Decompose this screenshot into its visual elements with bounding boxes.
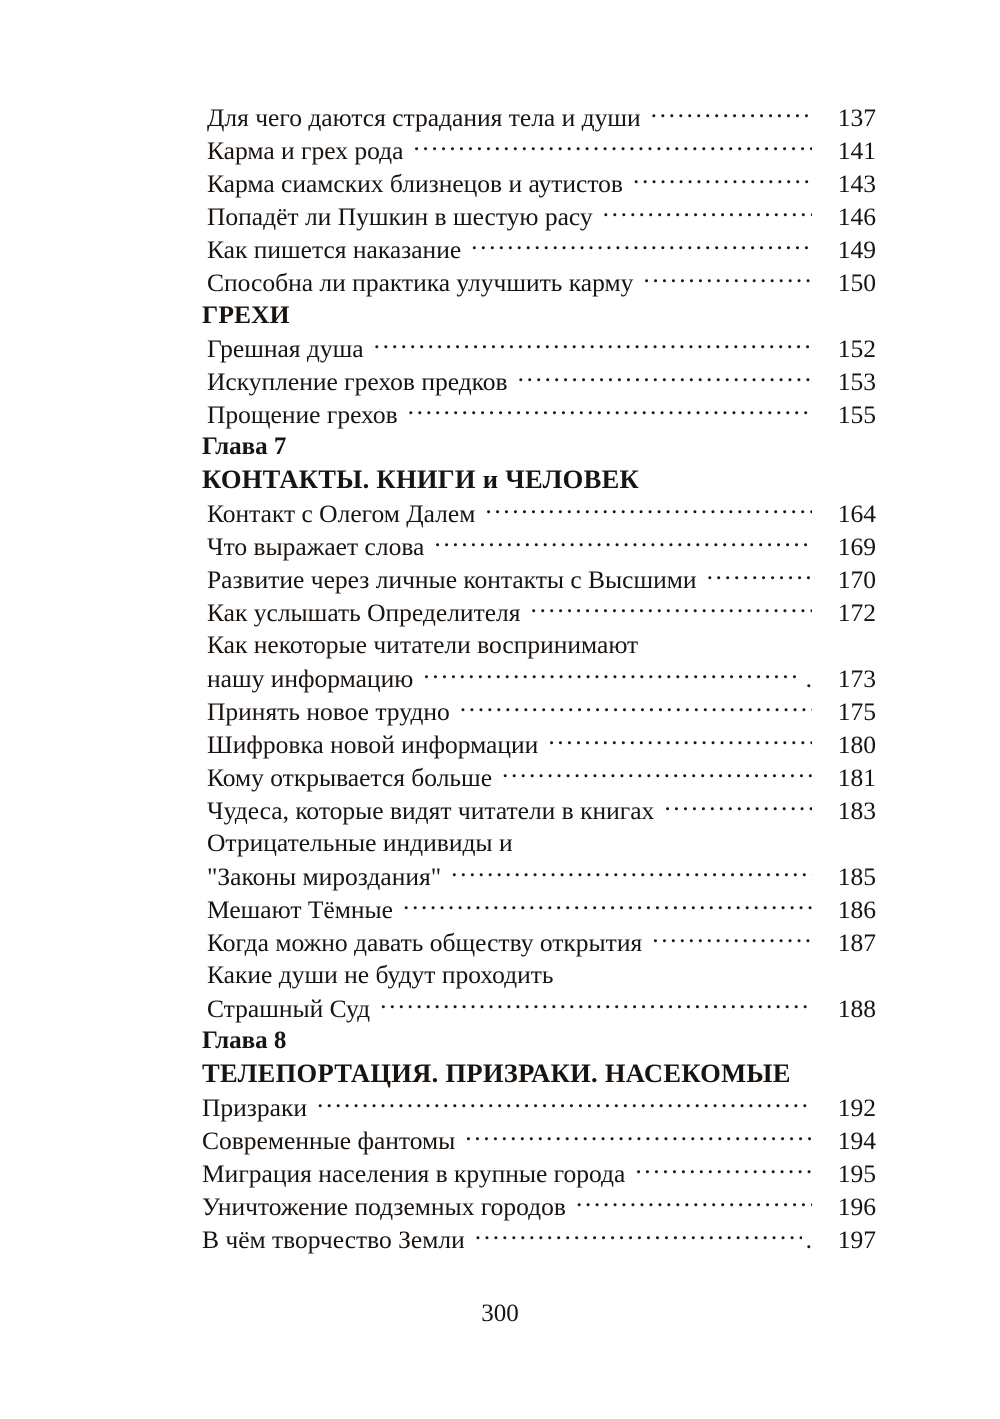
page-folio-number: 300 xyxy=(481,1300,519,1327)
toc-page-number: 172 xyxy=(837,597,876,627)
toc-entry-title: Современные фантомы xyxy=(202,1125,456,1155)
toc-chapter-label xyxy=(202,1024,876,1057)
toc-entry xyxy=(202,925,876,958)
toc-page-number: 143 xyxy=(837,168,876,198)
toc-entry-continuation xyxy=(202,628,876,661)
toc-entry xyxy=(202,199,876,232)
toc-entry-title: нашу информацию xyxy=(207,663,414,693)
toc-entry-title: Контакт с Олегом Далем xyxy=(207,498,476,528)
toc-leader-dots xyxy=(548,727,812,753)
toc-entry-continuation xyxy=(202,826,876,859)
toc-entry-title: Карма сиамских близнецов и аутистов xyxy=(207,168,623,198)
toc-entry xyxy=(202,529,876,562)
toc-section-heading xyxy=(202,298,876,331)
toc-leader-dots xyxy=(531,595,813,621)
toc-entry xyxy=(202,727,876,760)
toc-page-number: 185 xyxy=(837,861,876,891)
toc-entry-continuation xyxy=(202,958,876,991)
toc-page-number: 180 xyxy=(837,729,876,759)
toc-entry-title: Для чего даются страдания тела и души xyxy=(207,102,641,132)
toc-leader-dots xyxy=(423,661,801,687)
toc-entry-title: Когда можно давать обществу открытия xyxy=(207,927,643,957)
toc-page-number: 164 xyxy=(837,498,876,528)
toc-entry xyxy=(202,232,876,265)
toc-page-number: 175 xyxy=(837,696,876,726)
toc-chapter-label xyxy=(202,430,876,463)
toc-page-number: 137 xyxy=(837,102,876,132)
toc-entry xyxy=(202,496,876,529)
toc-entry xyxy=(202,1123,876,1156)
toc-entry-title: Призраки xyxy=(202,1092,307,1122)
toc-entry xyxy=(202,1090,876,1123)
toc-leader-dots xyxy=(651,100,812,126)
toc-page-number: 170 xyxy=(837,564,876,594)
toc-page-number: 173 xyxy=(837,663,876,693)
toc-entry-title: Чудеса, которые видят читатели в книгах xyxy=(207,795,655,825)
toc-entry-title: Шифровка новой информации xyxy=(207,729,539,759)
toc-leader-dots xyxy=(471,232,812,258)
toc-leader-dots xyxy=(485,496,812,522)
toc-page-number: 149 xyxy=(837,234,876,264)
toc-page-number: 186 xyxy=(837,894,876,924)
toc-entry-title: Попадёт ли Пушкин в шестую расу xyxy=(207,201,593,231)
toc-entry-title: Развитие через личные контакты с Высшими xyxy=(207,564,697,594)
toc-page-number: 181 xyxy=(837,762,876,792)
toc-page-number: 197 xyxy=(837,1224,876,1254)
toc-page-number: 153 xyxy=(837,366,876,396)
toc-entry xyxy=(202,331,876,364)
toc-leader-trailing-dot: . xyxy=(805,1224,812,1254)
toc-leader-dots xyxy=(502,760,812,786)
toc-entry-title: Глава 8 xyxy=(202,1027,287,1054)
toc-entry-title: Что выражает слова xyxy=(207,531,425,561)
toc-leader-dots xyxy=(374,331,812,357)
toc-leader-dots xyxy=(475,1222,802,1248)
toc-page-number: 146 xyxy=(837,201,876,231)
toc-entry-title: Карма и грех рода xyxy=(207,135,404,165)
toc-entry-title: ТЕЛЕПОРТАЦИЯ. ПРИЗРАКИ. НАСЕКОМЫЕ xyxy=(202,1058,791,1088)
toc-leader-dots xyxy=(707,562,812,588)
toc-entry-title: Миграция населения в крупные города xyxy=(202,1158,626,1188)
toc-leader-dots xyxy=(576,1189,812,1215)
toc-leader-dots xyxy=(451,859,812,885)
toc-entry xyxy=(202,760,876,793)
toc-entry xyxy=(202,265,876,298)
toc-entry-title: КОНТАКТЫ. КНИГИ и ЧЕЛОВЕК xyxy=(202,464,640,494)
toc-entry xyxy=(202,364,876,397)
toc-leader-dots xyxy=(408,397,812,423)
toc-leader-dots xyxy=(465,1123,812,1149)
toc-entry xyxy=(202,991,876,1024)
toc-leader-dots xyxy=(652,925,812,951)
toc-leader-dots xyxy=(633,166,812,192)
toc-entry-title: Какие души не будут проходить xyxy=(207,960,554,989)
toc-entry-title: Кому открывается больше xyxy=(207,762,493,792)
toc-entry-title: Уничтожение подземных городов xyxy=(202,1191,566,1221)
toc-entry xyxy=(202,661,876,694)
toc-entry-title: Принять новое трудно xyxy=(207,696,450,726)
toc-page-number: 152 xyxy=(837,333,876,363)
toc-entry-title: Отрицательные индивиды и xyxy=(207,828,513,857)
toc-entry-title: Мешают Тёмные xyxy=(207,894,393,924)
toc-entry-title: Способна ли практика улучшить карму xyxy=(207,267,634,297)
toc-leader-dots xyxy=(413,133,812,159)
toc-leader-trailing-dot: . xyxy=(805,663,812,693)
toc-leader-dots xyxy=(434,529,812,555)
toc-entry-title: ГРЕХИ xyxy=(202,300,290,329)
toc-leader-dots xyxy=(317,1090,812,1116)
toc-entry-list xyxy=(202,100,876,1255)
toc-leader-dots xyxy=(518,364,812,390)
toc-entry-title: Страшный Суд xyxy=(207,993,371,1023)
toc-entry xyxy=(202,562,876,595)
toc-page-number: 194 xyxy=(837,1125,876,1155)
toc-leader-dots xyxy=(635,1156,812,1182)
toc-page-number: 150 xyxy=(837,267,876,297)
toc-leader-dots xyxy=(403,892,812,918)
toc-page-number: 183 xyxy=(837,795,876,825)
toc-entry xyxy=(202,1156,876,1189)
toc-page-number: 196 xyxy=(837,1191,876,1221)
toc-chapter-title xyxy=(202,463,876,496)
toc-leader-dots xyxy=(380,991,812,1017)
toc-entry-title: Глава 7 xyxy=(202,433,287,460)
toc-leader-dots xyxy=(643,265,812,291)
toc-entry xyxy=(202,166,876,199)
toc-leader-dots xyxy=(664,793,812,819)
toc-entry-title: "Законы мироздания" xyxy=(207,861,442,891)
toc-chapter-title xyxy=(202,1057,876,1090)
toc-entry xyxy=(202,1189,876,1222)
toc-entry xyxy=(202,694,876,727)
toc-entry xyxy=(202,595,876,628)
toc-entry xyxy=(202,892,876,925)
toc-entry xyxy=(202,397,876,430)
toc-entry xyxy=(202,133,876,166)
toc-page-number: 195 xyxy=(837,1158,876,1188)
toc-entry xyxy=(202,793,876,826)
toc-page-number: 192 xyxy=(837,1092,876,1122)
toc-page-number: 187 xyxy=(837,927,876,957)
toc-entry xyxy=(202,100,876,133)
toc-page-number: 188 xyxy=(837,993,876,1023)
toc-entry-title: Как пишется наказание xyxy=(207,234,462,264)
toc-page-number: 141 xyxy=(837,135,876,165)
toc-entry xyxy=(202,1222,876,1255)
toc-leader-dots xyxy=(460,694,812,720)
toc-entry xyxy=(202,859,876,892)
toc-leader-dots xyxy=(603,199,812,225)
toc-page-number: 169 xyxy=(837,531,876,561)
toc-entry-title: Как услышать Определителя xyxy=(207,597,521,627)
toc-entry-title: Грешная душа xyxy=(207,333,364,363)
toc-entry-title: В чём творчество Земли xyxy=(202,1224,465,1254)
toc-entry-title: Искупление грехов предков xyxy=(207,366,508,396)
toc-page-number: 155 xyxy=(837,399,876,429)
toc-entry-title: Прощение грехов xyxy=(207,399,398,429)
toc-entry-title: Как некоторые читатели воспринимают xyxy=(207,630,639,659)
